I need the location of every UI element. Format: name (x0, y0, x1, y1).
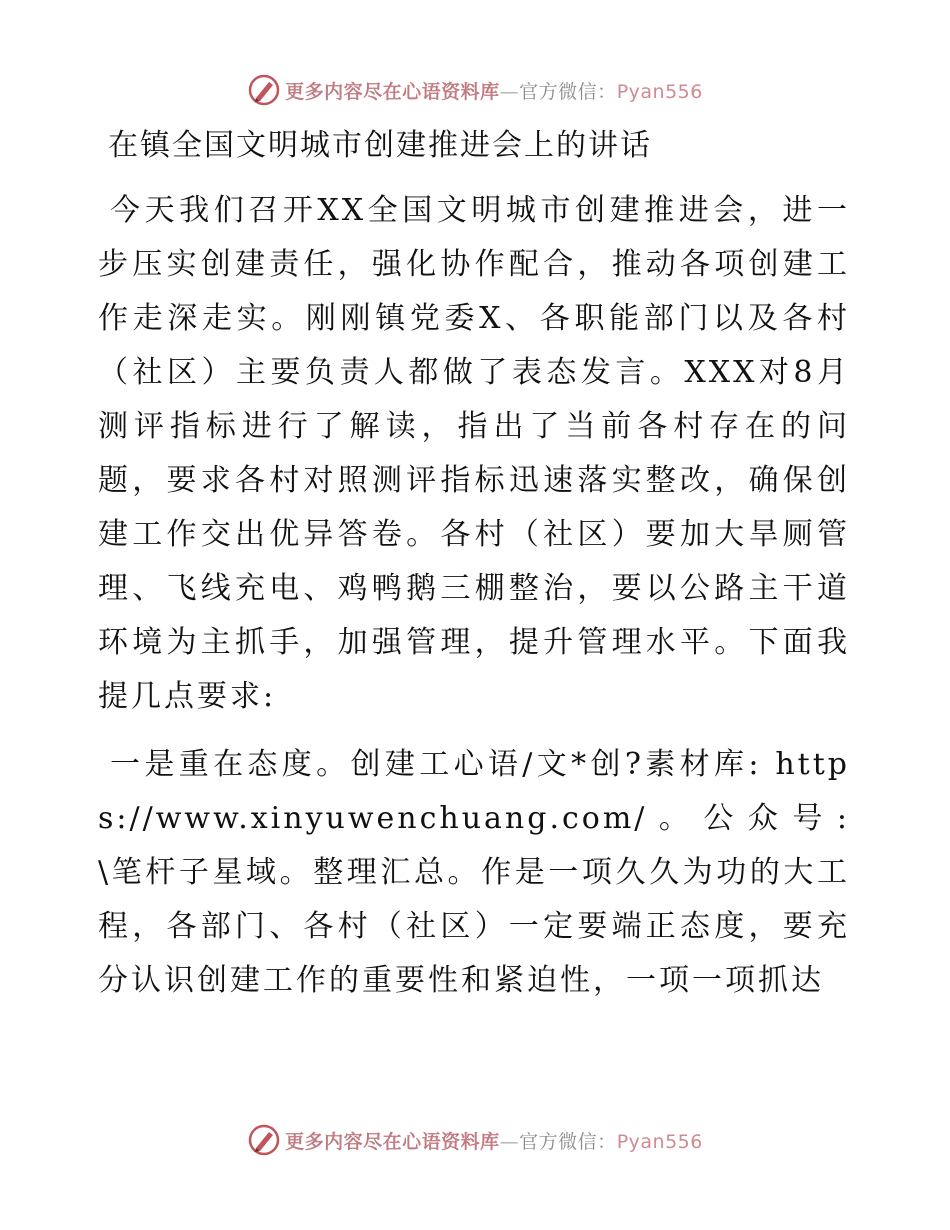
banner-main-text: 更多内容尽在心语资料库 (285, 80, 500, 103)
banner-label: 官方微信： (519, 1130, 617, 1153)
banner-separator: — (499, 1130, 520, 1153)
pen-logo-icon (247, 73, 281, 107)
banner-separator: — (499, 80, 520, 103)
banner-handle: Pyan556 (616, 1130, 703, 1153)
paragraph-intro-text: 今天我们召开XX全国文明城市创建推进会，进一步压实创建责任，强化协作配合，推动各项创建工作走深走实。刚刚镇党委X、各职能部门以及各村（社区）主要负责人都做了表态发言。XXX对8月测评指标进行了解读，指出了当前各村存在的问题，要求各村对照测评指标迅速落实整改，确保创建工作交出优异答卷。各村（社区）要加大旱厕管理、飞线充电、鸡鸭鹅三棚整治，要以公路主干道环境为主抓手，加强管理，提升管理水平。下面我提几点要求: (98, 193, 850, 714)
banner-text (285, 1127, 703, 1154)
pen-logo-icon (247, 1123, 281, 1157)
document-title: 在镇全国文明城市创建推进会上的讲话 (108, 128, 652, 163)
paragraph-attitude-text: 一是重在态度。创建工心语/文*创?素材库: https://www.xinyuwenchuang.com/。公众号: \笔杆子星域。整理汇总。作是一项久久为功的大工程，各部门、各村（社区）一定要端正态度，要充分认识创建工作的重要性和紧迫性，一项一项抓达 (98, 747, 850, 998)
paragraph-intro (98, 184, 850, 724)
banner-label: 官方微信： (519, 80, 617, 103)
footer-banner (0, 1120, 950, 1160)
paragraph-attitude (98, 738, 850, 1008)
header-banner (0, 70, 950, 110)
banner-text (285, 77, 703, 104)
banner-main-text: 更多内容尽在心语资料库 (285, 1130, 500, 1153)
banner-handle: Pyan556 (616, 80, 703, 103)
document-body (98, 118, 850, 1008)
